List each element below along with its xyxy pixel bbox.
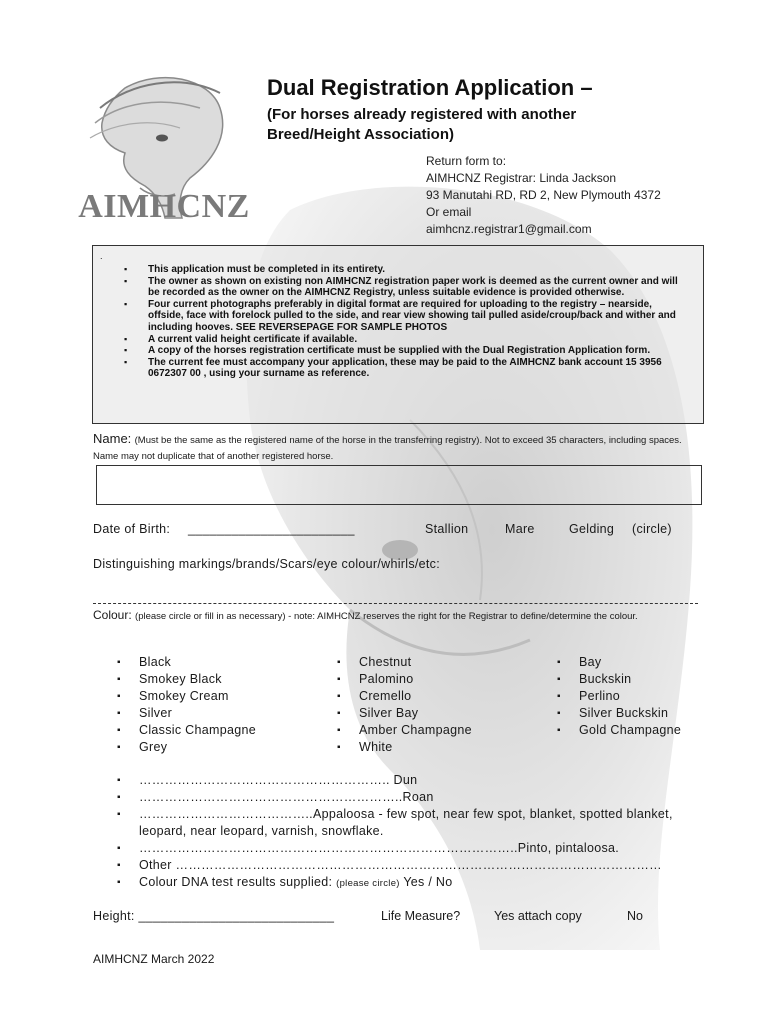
circle-instruction: (circle) — [632, 522, 672, 536]
logo-wordmark: AIMHCNZ — [78, 188, 250, 225]
colour-option[interactable]: ▪ Black — [115, 654, 256, 671]
fill-in-other[interactable]: ▪ Other …………………………………………………………………………………………………… — [115, 857, 705, 874]
markings-label: Distinguishing markings/brands/Scars/eye colour/whirls/etc: — [93, 557, 441, 571]
colour-fill-in-list — [115, 772, 705, 892]
colour-option[interactable]: ▪ Chestnut — [335, 654, 472, 671]
colour-field-label — [93, 608, 653, 624]
requirements-list — [120, 264, 690, 380]
horse-name-input[interactable] — [96, 465, 702, 505]
return-line: AIMHCNZ Registrar: Linda Jackson — [426, 171, 617, 185]
colour-option[interactable]: ▪ Perlino — [555, 688, 681, 705]
height-input[interactable]: Height: ___________________________ — [93, 909, 335, 923]
fill-in-dun[interactable]: ▪ ………………………………………………….. Dun — [115, 772, 705, 789]
colour-note: (please circle or fill in as necessary) - note: AIMHCNZ reserves the right for the Registrar to define/determine the colour. — [135, 611, 638, 622]
requirement-item: ▪ The owner as shown on existing non AIMHCNZ registration paper work is deemed as the current owner and will be recorded as the owner on the AIMHCNZ Registry, unless suitable evidence is provided otherwise. — [120, 276, 690, 299]
dna-yes-no-options[interactable]: Yes / No — [403, 875, 453, 889]
colour-option[interactable]: ▪ Smokey Black — [115, 671, 256, 688]
return-email-link[interactable]: aimhcnz.registrar1@gmail.com — [426, 222, 592, 236]
dob-label: Date of Birth: — [93, 522, 171, 536]
colour-option[interactable]: ▪ Silver Buckskin — [555, 705, 681, 722]
sex-option-gelding[interactable]: Gelding — [569, 522, 615, 536]
name-note: (Must be the same as the registered name of the horse in the transferring registry). Not to exceed 35 characters, including spaces. Name may not duplicate that of another registered horse. — [93, 435, 682, 462]
colour-option[interactable]: ▪ Classic Champagne — [115, 722, 256, 739]
colour-option[interactable]: ▪ Gold Champagne — [555, 722, 681, 739]
return-line: 93 Manutahi RD, RD 2, New Plymouth 4372 — [426, 188, 661, 202]
colour-option[interactable]: ▪ Smokey Cream — [115, 688, 256, 705]
requirement-item: ▪ This application must be completed in its entirety. — [120, 264, 690, 276]
life-measure-no-option[interactable]: No — [627, 909, 643, 923]
colour-option[interactable]: ▪ Palomino — [335, 671, 472, 688]
colour-label: Colour: — [93, 608, 132, 622]
subtitle-line-1: (For horses already registered with another — [267, 106, 577, 123]
page-title: Dual Registration Application – — [267, 75, 593, 100]
dna-note: (please circle) — [336, 878, 400, 889]
colour-option[interactable]: ▪ Silver — [115, 705, 256, 722]
sex-option-stallion[interactable]: Stallion — [425, 522, 469, 536]
dob-input[interactable]: _______________________ — [188, 522, 355, 536]
requirement-item: ▪ A copy of the horses registration certificate must be supplied with the Dual Registration Application form. — [120, 345, 690, 357]
colour-option[interactable]: ▪ White — [335, 739, 472, 756]
markings-input-line[interactable] — [93, 603, 698, 604]
return-line: Return form to: — [426, 154, 507, 168]
dna-label: Colour DNA test results supplied: — [139, 875, 333, 889]
fill-in-roan[interactable]: ▪ ……………………………………………………..Roan — [115, 789, 705, 806]
name-field-label — [93, 431, 683, 464]
requirement-item: ▪ A current valid height certificate if available. — [120, 334, 690, 346]
return-line: Or email — [426, 205, 472, 219]
fill-in-pinto[interactable]: ▪ ……………………………………………………………………………..Pinto, pintaloosa. — [115, 840, 705, 857]
requirement-item: ▪ The current fee must accompany your application, these may be paid to the AIMHCNZ bank account 15 3956 0672307 00 , using your surname as reference. — [120, 357, 690, 380]
colour-option[interactable]: ▪ Silver Bay — [335, 705, 472, 722]
colour-option[interactable]: ▪ Buckskin — [555, 671, 681, 688]
colour-option[interactable]: ▪ Cremello — [335, 688, 472, 705]
name-label: Name: — [93, 431, 132, 446]
page-subtitle — [267, 105, 687, 145]
notice-dot: . — [100, 251, 103, 261]
subtitle-line-2: Breed/Height Association) — [267, 126, 454, 143]
colour-options-column-1 — [115, 654, 256, 756]
dna-test-item — [115, 874, 705, 892]
colour-options-column-3 — [555, 654, 681, 739]
fill-in-appaloosa[interactable]: ▪ …………………………………..Appaloosa - few spot, near few spot, blanket, spotted blanket, leopard, near leopard, varnish, snowflake. — [115, 806, 705, 840]
sex-option-mare[interactable]: Mare — [505, 522, 535, 536]
return-address-block — [426, 153, 661, 238]
requirement-item: ▪ Four current photographs preferably in digital format are required for uploading to the registry – nearside, offside, face with forelock pulled to the side, and rear view showing tail pulled aside/croup/back and wither and including hooves. SEE REVERSEPAGE FOR SAMPLE PHOTOS — [120, 299, 690, 334]
colour-option[interactable]: ▪ Grey — [115, 739, 256, 756]
footer-text: AIMHCNZ March 2022 — [93, 952, 215, 966]
life-measure-yes-option[interactable]: Yes attach copy — [494, 909, 582, 923]
life-measure-label: Life Measure? — [381, 909, 461, 923]
colour-option[interactable]: ▪ Amber Champagne — [335, 722, 472, 739]
colour-option[interactable]: ▪ Bay — [555, 654, 681, 671]
colour-options-column-2 — [335, 654, 472, 756]
